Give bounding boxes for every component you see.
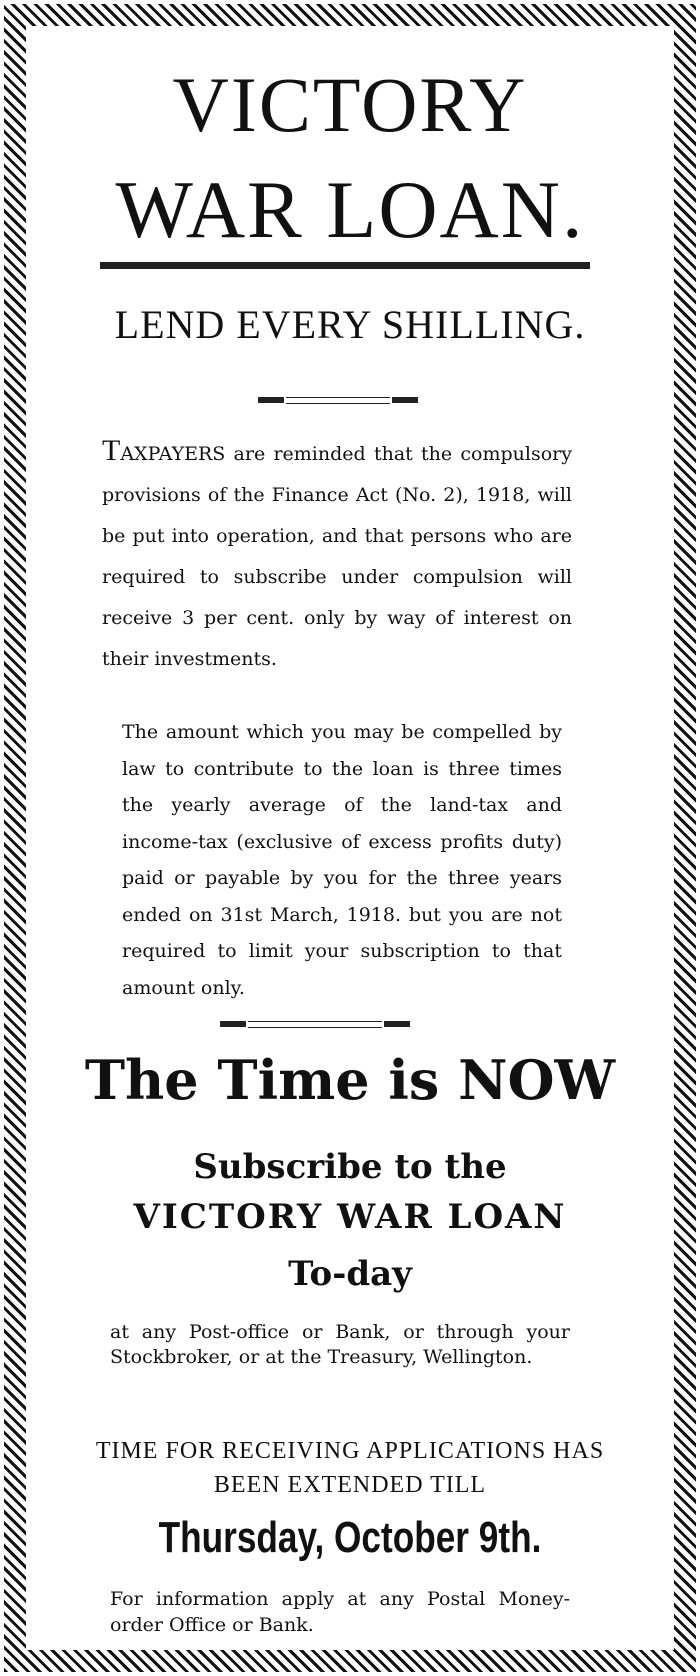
deadline-date: Thursday, October 9th.: [158, 1513, 542, 1562]
advertisement: [30, 30, 670, 1646]
ornament-divider-middle: [220, 1020, 410, 1028]
deadline-line-1: TIME FOR RECEIVING APPLICATIONS HAS: [95, 1438, 605, 1464]
ornament-divider-top: [258, 396, 418, 404]
subtitle-lend-every-shilling: LEND EVERY SHILLING.: [114, 302, 586, 347]
title-victory: VICTORY: [172, 61, 528, 148]
info-text: For information apply at any Postal Money-order Office or Bank.: [110, 1588, 570, 1636]
headline-victory-war-loan: VICTORY WAR LOAN: [133, 1197, 567, 1237]
deadline-line-2: BEEN EXTENDED TILL: [213, 1472, 487, 1498]
paragraph-taxpayers-text: AXPAYERS are reminded that the compulsory provisions of the Finance Act (No. 2), 1918, will be put into operation, and that persons who are required to subscribe under compulsion will receive 3 per cent. only by way of interest on their investments.: [102, 443, 572, 670]
title-underline: [100, 262, 590, 269]
headline-today: To-day: [288, 1254, 412, 1294]
where-to-subscribe: at any Post-office or Bank, or through your Stockbroker, or at the Treasury, Wellington.: [110, 1321, 570, 1368]
drop-cap: T: [102, 434, 121, 467]
title-war-loan: WAR LOAN.: [115, 164, 585, 255]
paragraph-taxpayers: [102, 434, 572, 680]
paragraph-amount: The amount which you may be compelled by law to contribute to the loan is three times the yearly average of the land-tax and income-tax (exclusive of excess profits duty) paid or payable by you for the three years ended on 31st March, 1918. but you are not required to limit your subscription to that amount only.: [122, 721, 562, 999]
headline-subscribe: Subscribe to the: [193, 1147, 507, 1187]
deadline-notice: [30, 1434, 670, 1502]
headline-time-is-now: The Time is NOW: [84, 1048, 616, 1112]
